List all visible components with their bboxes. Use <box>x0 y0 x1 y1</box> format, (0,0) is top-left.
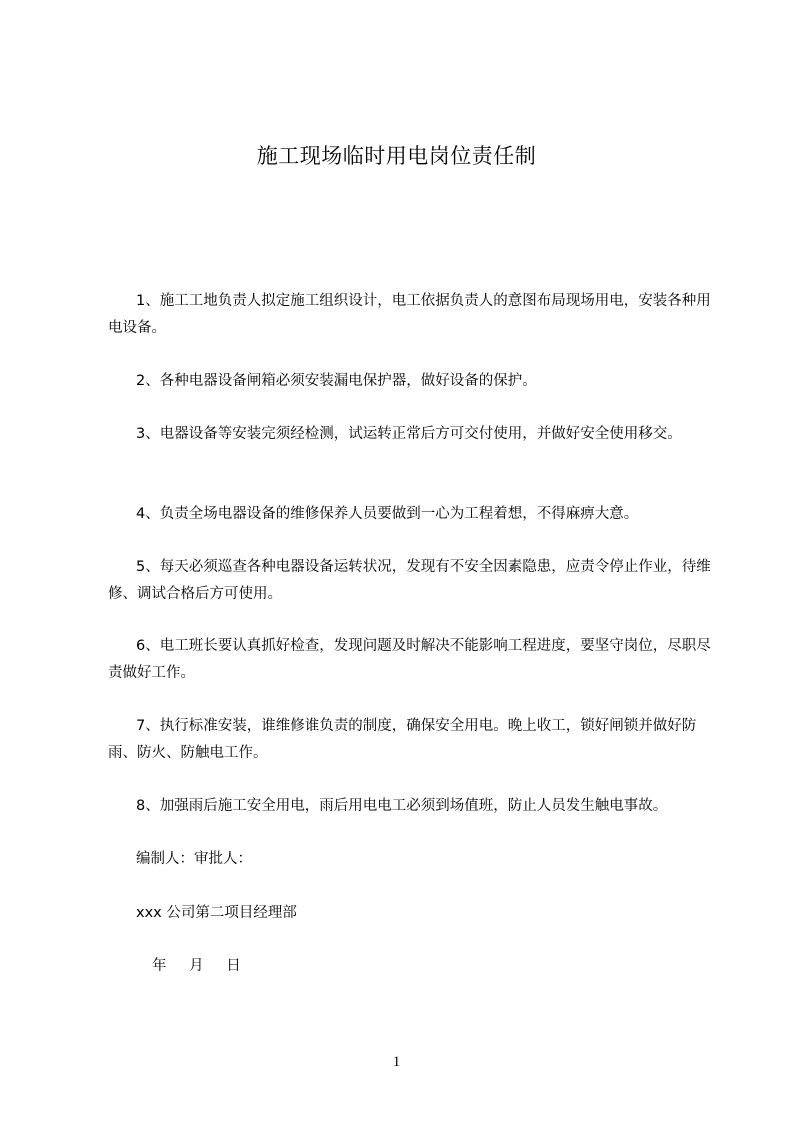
document-title: 施工现场临时用电岗位责任制 <box>256 144 537 168</box>
date-day: 日 <box>226 958 241 974</box>
page-number: 1 <box>392 1054 401 1070</box>
paragraph-4: 4、负责全场电器设备的维修保养人员要做到一心为工程着想，不得麻痹大意。 <box>136 506 639 522</box>
paragraph-3: 3、电器设备等安装完须经检测，试运转正常后方可交付使用，并做好安全使用移交。 <box>136 426 682 442</box>
date-line <box>108 953 718 980</box>
paragraph-6: 6、电工班长要认真抓好检查，发现问题及时解决不能影响工程进度，要坚守岗位，尽职尽责做好工作。 <box>108 638 711 681</box>
signature-line: 编制人：审批人： <box>136 851 252 867</box>
paragraph-7: 7、执行标准安装，谁维修谁负责的制度，确保安全用电。晚上收工，锁好闸锁并做好防雨、防火、防触电工作。 <box>108 718 697 761</box>
company-name: xxx 公司第二项目经理部 <box>136 905 297 921</box>
date-year: 年 <box>152 958 167 974</box>
paragraph-5: 5、每天必须巡查各种电器设备运转状况，发现有不安全因素隐患，应责令停止作业，待维修、调试合格后方可使用。 <box>108 559 711 602</box>
paragraph-2: 2、各种电器设备闸箱必须安装漏电保护器，做好设备的保护。 <box>136 373 537 389</box>
paragraph-8: 8、加强雨后施工安全用电，雨后用电电工必须到场值班，防止人员发生触电事故。 <box>136 798 668 814</box>
date-month: 月 <box>189 958 204 974</box>
paragraph-1: 1、施工工地负责人拟定施工组织设计，电工依据负责人的意图布局现场用电，安装各种用电设备。 <box>108 293 711 336</box>
